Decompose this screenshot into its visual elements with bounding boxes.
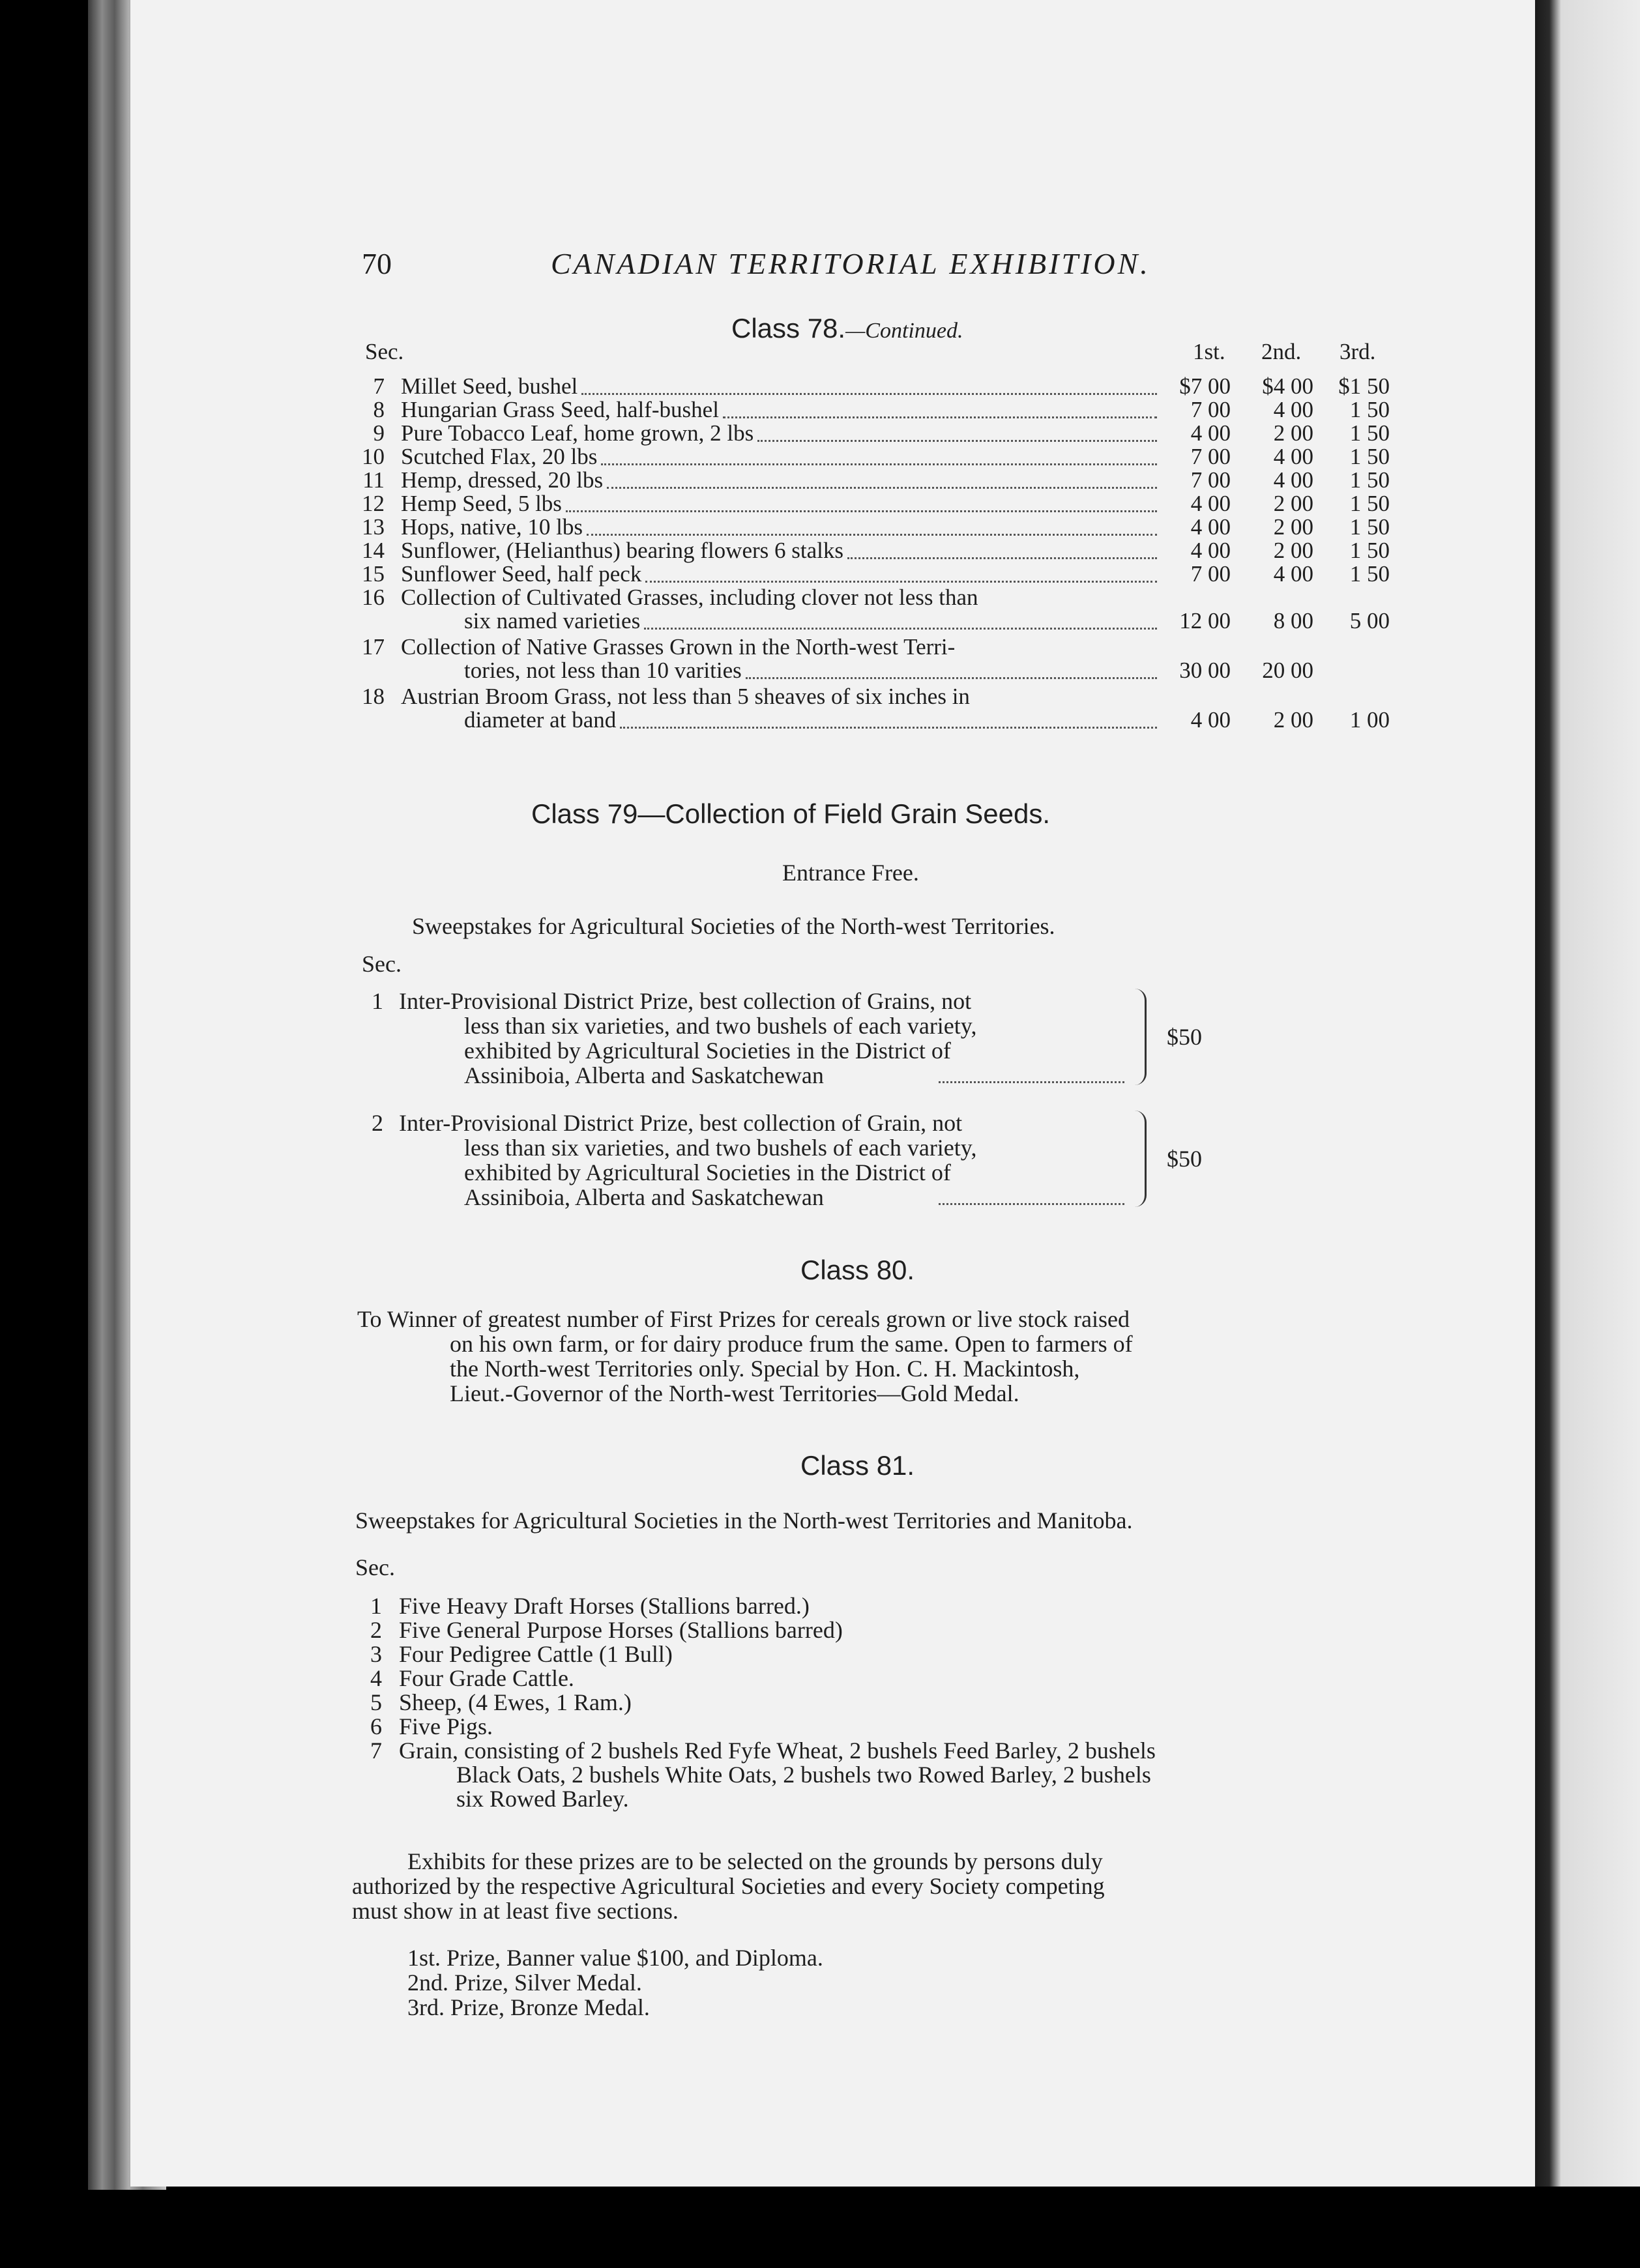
row-description: Sunflower, (Helianthus) bearing flowers 6 stalks: [401, 538, 843, 563]
item-text: Grain, consisting of 2 bushels Red Fyfe Wheat, 2 bushels Feed Barley, 2 bushels: [399, 1737, 1156, 1764]
row-description: Hungarian Grass Seed, half-bushel: [401, 397, 719, 422]
prize-2nd: 4 00: [1273, 561, 1313, 587]
item-text-continued: Assiniboia, Alberta and Saskatchewan: [464, 1062, 824, 1088]
prize-3rd: 1 50: [1349, 397, 1390, 422]
prize-3rd: 1 50: [1349, 420, 1390, 446]
item-text-continued: six Rowed Barley.: [456, 1786, 629, 1812]
class79-entrance: Entrance Free.: [782, 860, 919, 886]
prize-1st: $7 00: [1179, 373, 1231, 399]
row-description-continued: tories, not less than 10 varities: [464, 658, 742, 683]
curly-brace: [1134, 989, 1147, 1085]
item-number: 2: [372, 1110, 383, 1136]
class81-sweepstakes: Sweepstakes for Agricultural Societies in the North-west Territories and Manitoba.: [355, 1507, 1133, 1534]
item-number: 7: [370, 1737, 382, 1764]
prize-2nd: 4 00: [1273, 467, 1313, 493]
class80-line: To Winner of greatest number of First Prizes for cereals grown or live stock raised: [357, 1306, 1130, 1332]
class80-heading: Class 80.: [800, 1255, 915, 1285]
item-number: 4: [370, 1665, 382, 1691]
row-number: 7: [373, 373, 385, 399]
item-text: Inter-Provisional District Prize, best collection of Grains, not: [399, 988, 972, 1014]
prize-line: 3rd. Prize, Bronze Medal.: [407, 1994, 650, 2020]
dot-leader: [746, 677, 1157, 679]
prize-3rd: 5 00: [1349, 608, 1390, 633]
class79-heading: Class 79—Collection of Field Grain Seeds.: [531, 798, 1051, 829]
row-number: 13: [362, 514, 385, 540]
curly-brace: [1134, 1111, 1147, 1207]
class78-title: Class 78.: [731, 313, 846, 343]
prize-1st: 4 00: [1190, 514, 1231, 540]
prize-1st: 7 00: [1190, 444, 1231, 469]
item-prize: $50: [1167, 1024, 1202, 1050]
class81-heading: Class 81.: [800, 1450, 915, 1481]
row-description-continued: six named varieties: [464, 608, 641, 633]
prize-2nd: 4 00: [1273, 444, 1313, 469]
item-text: Four Pedigree Cattle (1 Bull): [399, 1641, 673, 1667]
dot-leader: [847, 557, 1157, 559]
item-text-continued: exhibited by Agricultural Societies in the District of: [464, 1159, 951, 1185]
class80-line: on his own farm, or for dairy produce frum the same. Open to farmers of: [450, 1331, 1133, 1357]
row-description-continued: diameter at band: [464, 707, 617, 733]
exhibits-line: authorized by the respective Agricultural Societies and every Society competing: [352, 1873, 1105, 1899]
prize-1st: 30 00: [1179, 658, 1231, 683]
row-number: 11: [362, 467, 385, 493]
class79-sweepstakes: Sweepstakes for Agricultural Societies of the North-west Territories.: [412, 913, 1055, 939]
prize-2nd: 4 00: [1273, 397, 1313, 422]
item-number: 5: [370, 1689, 382, 1715]
prize-3rd: 1 50: [1349, 538, 1390, 563]
prize-3rd: 1 50: [1349, 467, 1390, 493]
item-prize: $50: [1167, 1146, 1202, 1172]
item-number: 1: [372, 988, 383, 1014]
item-text: Five General Purpose Horses (Stallions barred): [399, 1617, 843, 1643]
row-number: 16: [362, 585, 385, 610]
prize-3rd: 1 50: [1349, 444, 1390, 469]
prize-2nd: 2 00: [1273, 538, 1313, 563]
row-description: Hemp, dressed, 20 lbs: [401, 467, 604, 493]
dot-leader: [620, 727, 1157, 729]
page-number: 70: [362, 247, 392, 280]
dot-leader: [566, 510, 1157, 512]
item-text-continued: Black Oats, 2 bushels White Oats, 2 bushels two Rowed Barley, 2 bushels: [456, 1762, 1151, 1788]
row-number: 8: [373, 397, 385, 422]
prize-2nd: 2 00: [1273, 707, 1313, 733]
item-text: Sheep, (4 Ewes, 1 Ram.): [399, 1689, 632, 1715]
prize-3rd: 1 50: [1349, 561, 1390, 587]
row-number: 12: [362, 491, 385, 516]
item-text: Inter-Provisional District Prize, best collection of Grain, not: [399, 1110, 963, 1136]
row-number: 14: [362, 538, 385, 563]
prize-1st: 12 00: [1179, 608, 1231, 633]
prize-2nd: 2 00: [1273, 491, 1313, 516]
class78-heading: [731, 313, 963, 344]
row-number: 18: [362, 684, 385, 709]
item-text: Five Pigs.: [399, 1713, 493, 1739]
row-number: 17: [362, 634, 385, 660]
dot-leader: [601, 463, 1157, 465]
prize-3rd: 1 50: [1349, 491, 1390, 516]
prize-1st: 4 00: [1190, 538, 1231, 563]
prize-3rd: $1 50: [1338, 373, 1390, 399]
prize-1st: 7 00: [1190, 467, 1231, 493]
prize-2nd: 2 00: [1273, 514, 1313, 540]
item-number: 3: [370, 1641, 382, 1667]
dot-leader: [587, 534, 1157, 536]
dot-leader: [939, 1081, 1124, 1083]
row-description: Austrian Broom Grass, not less than 5 sheaves of six inches in: [401, 684, 970, 709]
item-text: Four Grade Cattle.: [399, 1665, 574, 1691]
exhibits-line: Exhibits for these prizes are to be selected on the grounds by persons duly: [407, 1848, 1103, 1874]
prize-3rd: 1 50: [1349, 514, 1390, 540]
row-description: Scutched Flax, 20 lbs: [401, 444, 598, 469]
row-description: Hemp Seed, 5 lbs: [401, 491, 562, 516]
column-header-3rd: 3rd.: [1340, 339, 1376, 364]
column-header-1st: 1st.: [1193, 339, 1225, 364]
facing-page-edge: [1535, 0, 1640, 2187]
row-number: 10: [362, 444, 385, 469]
dot-leader: [939, 1203, 1124, 1205]
class80-line: Lieut.-Governor of the North-west Territories—Gold Medal.: [450, 1380, 1019, 1406]
prize-1st: 4 00: [1190, 491, 1231, 516]
item-text-continued: Assiniboia, Alberta and Saskatchewan: [464, 1184, 824, 1210]
dot-leader: [607, 487, 1157, 489]
prize-2nd: 8 00: [1273, 608, 1313, 633]
item-number: 1: [370, 1593, 382, 1619]
row-description: Millet Seed, bushel: [401, 373, 578, 399]
item-number: 2: [370, 1617, 382, 1643]
running-title: CANADIAN TERRITORIAL EXHIBITION.: [551, 247, 1150, 280]
row-number: 9: [373, 420, 385, 446]
dot-leader: [645, 581, 1157, 583]
row-number: 15: [362, 561, 385, 587]
prize-3rd: 1 00: [1349, 707, 1390, 733]
prize-line: 2nd. Prize, Silver Medal.: [407, 1970, 642, 1996]
dot-leader: [723, 416, 1157, 418]
prize-2nd: $4 00: [1262, 373, 1313, 399]
prize-2nd: 20 00: [1262, 658, 1313, 683]
row-description: Pure Tobacco Leaf, home grown, 2 lbs: [401, 420, 754, 446]
column-header-2nd: 2nd.: [1261, 339, 1302, 364]
row-description: Sunflower Seed, half peck: [401, 561, 642, 587]
item-number: 6: [370, 1713, 382, 1739]
item-text-continued: exhibited by Agricultural Societies in the District of: [464, 1038, 951, 1064]
exhibits-line: must show in at least five sections.: [352, 1898, 679, 1924]
row-description: Collection of Native Grasses Grown in the North-west Terri-: [401, 634, 956, 660]
prize-1st: 7 00: [1190, 397, 1231, 422]
prize-1st: 4 00: [1190, 420, 1231, 446]
dot-leader: [644, 628, 1157, 630]
class81-sec-label: Sec.: [355, 1554, 395, 1580]
dot-leader: [757, 440, 1157, 442]
item-text: Five Heavy Draft Horses (Stallions barred.): [399, 1593, 810, 1619]
prize-line: 1st. Prize, Banner value $100, and Diploma.: [407, 1945, 823, 1971]
prize-1st: 4 00: [1190, 707, 1231, 733]
class79-sec-label: Sec.: [362, 951, 402, 977]
dot-leader: [581, 393, 1157, 395]
class78-sec-label: Sec.: [365, 339, 404, 364]
item-text-continued: less than six varieties, and two bushels of each variety,: [464, 1135, 977, 1161]
row-description: Hops, native, 10 lbs: [401, 514, 583, 540]
prize-2nd: 2 00: [1273, 420, 1313, 446]
class78-continued: —Continued.: [845, 319, 963, 343]
item-text-continued: less than six varieties, and two bushels of each variety,: [464, 1013, 977, 1039]
prize-1st: 7 00: [1190, 561, 1231, 587]
row-description: Collection of Cultivated Grasses, including clover not less than: [401, 585, 978, 610]
class80-line: the North-west Territories only. Special by Hon. C. H. Mackintosh,: [450, 1356, 1080, 1382]
